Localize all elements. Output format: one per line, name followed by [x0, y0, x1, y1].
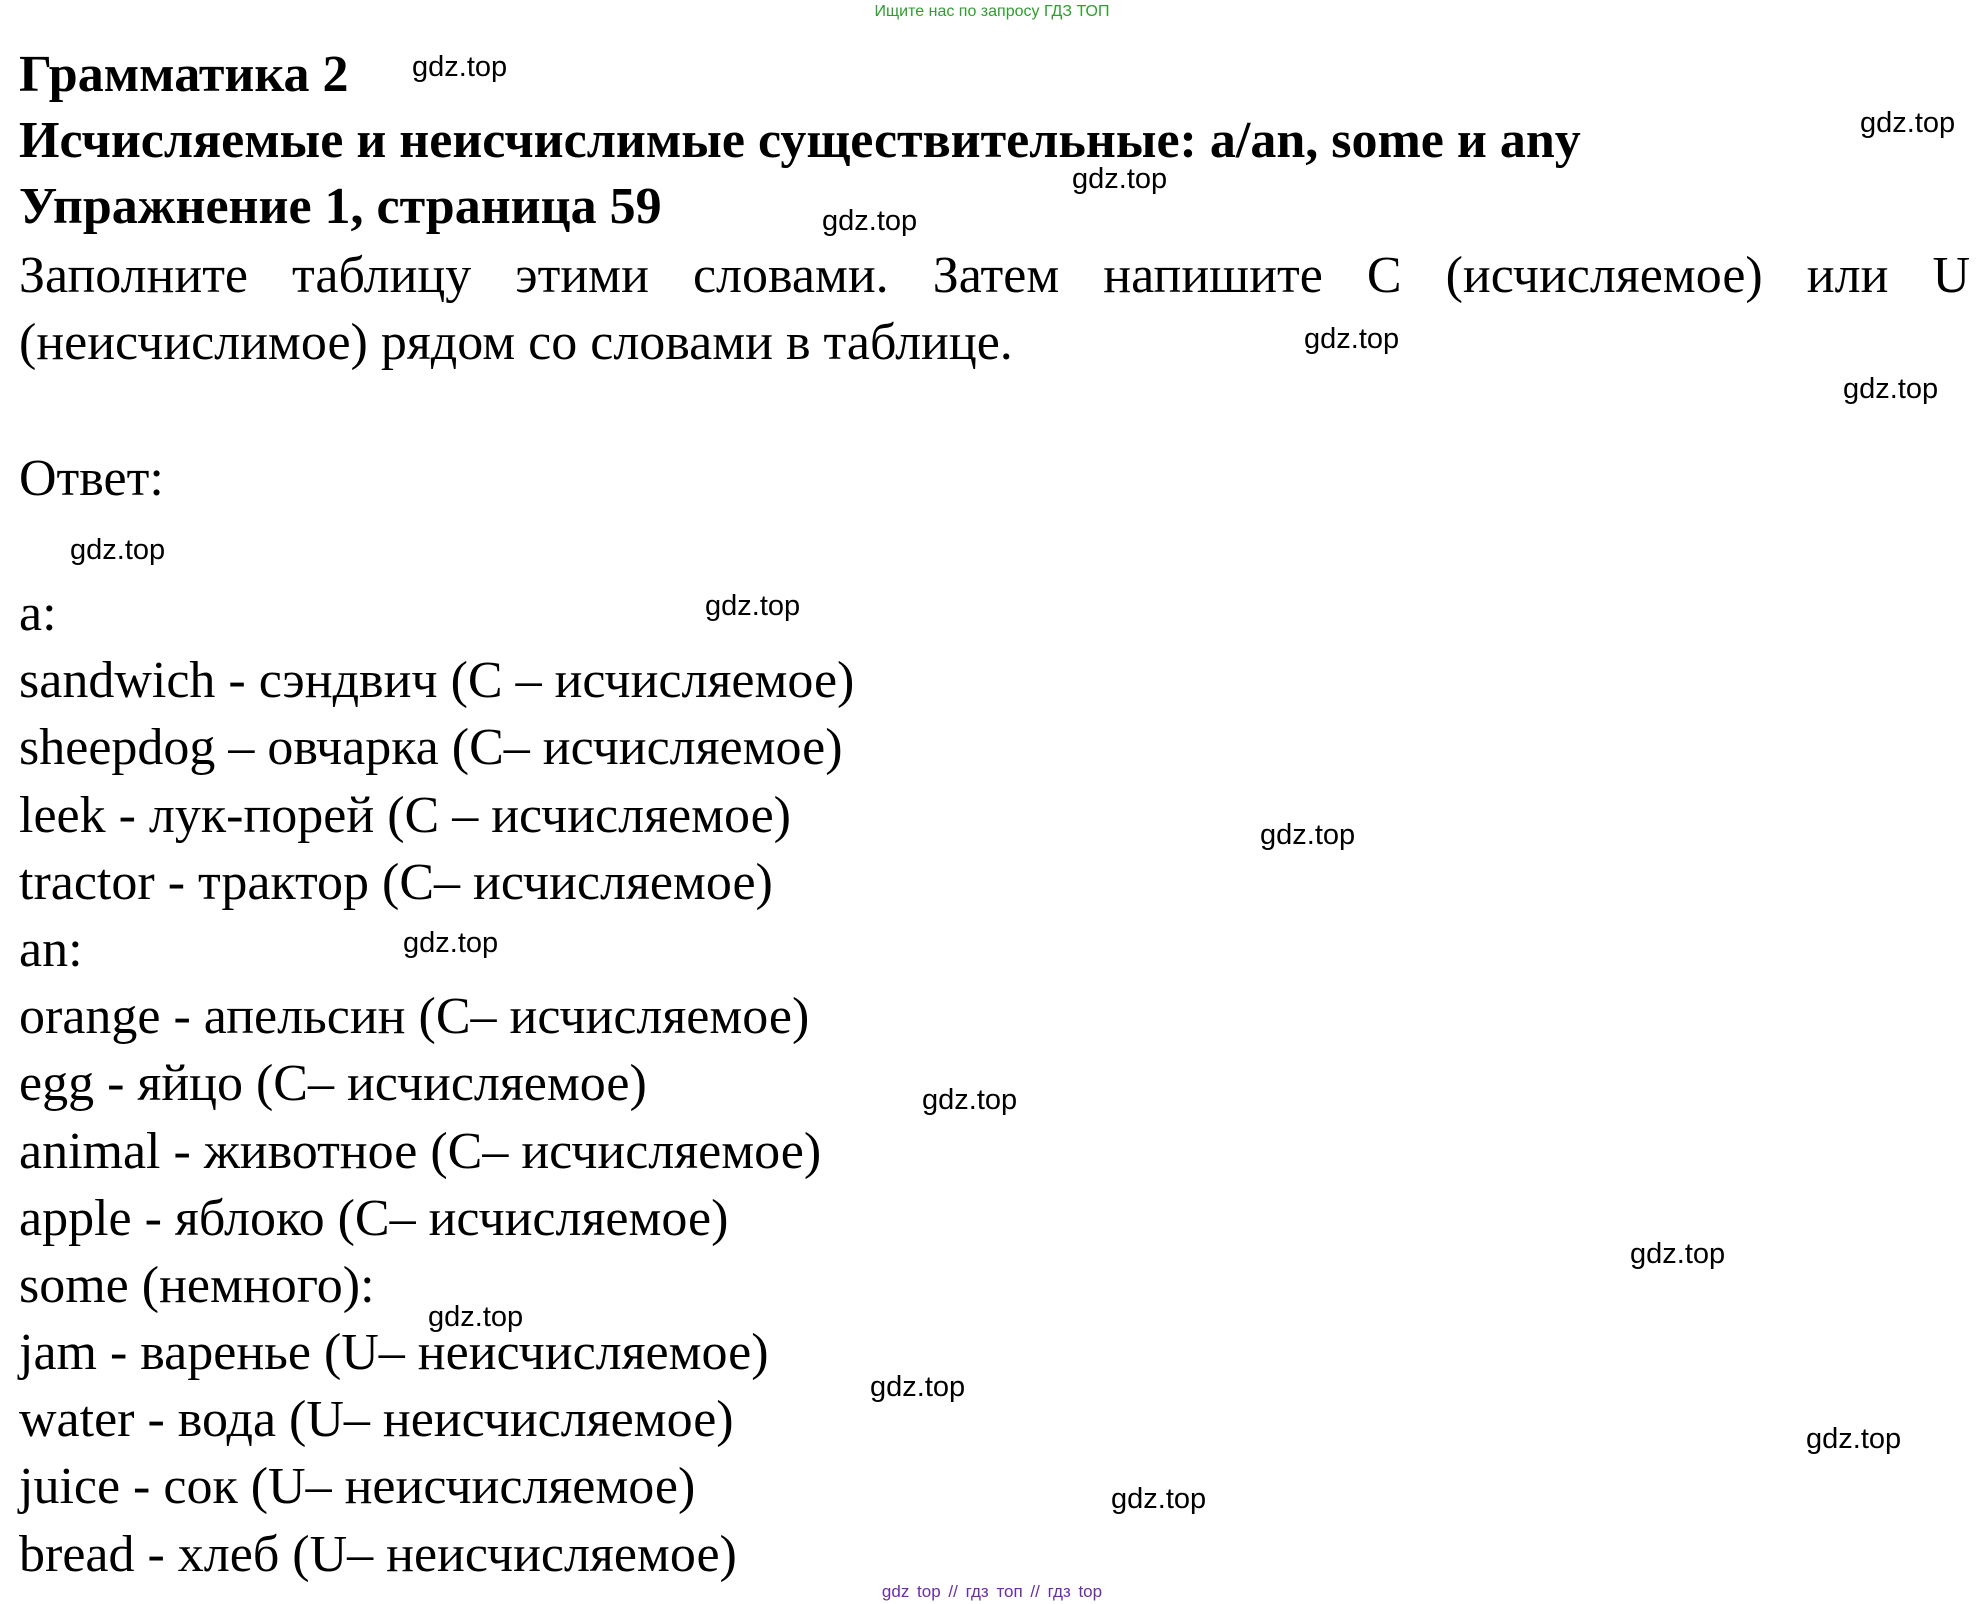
exercise-title: Упражнение 1, страница 59: [19, 178, 662, 235]
answer-line: an:: [19, 920, 83, 978]
answer-line: tractor - трактор (C– исчисляемое): [19, 853, 773, 911]
answer-line: a:: [19, 585, 57, 642]
watermark: gdz.top: [412, 51, 508, 83]
answer-line: juice - сок (U– неисчисляемое): [19, 1458, 696, 1516]
watermark: gdz.top: [428, 1301, 524, 1333]
answer-line: apple - яблоко (C– исчисляемое): [19, 1189, 729, 1247]
grammar-section-title: Грамматика 2: [19, 46, 349, 103]
watermark: gdz.top: [705, 590, 801, 622]
answer-line: jam - варенье (U– неисчисляемое): [19, 1324, 769, 1382]
answer-line: water - вода (U– неисчисляемое): [19, 1391, 734, 1449]
answer-line: some (немного):: [19, 1256, 375, 1314]
watermark: gdz.top: [822, 205, 918, 237]
watermark: gdz.top: [1630, 1238, 1726, 1270]
exercise-instruction: Заполните таблицу этими словами. Затем напишите С (исчисляемое) или U (неисчислимое) рядом со словами в таблице.: [19, 247, 1970, 371]
watermark: gdz.top: [1806, 1423, 1902, 1455]
answer-line: animal - животное (C– исчисляемое): [19, 1122, 822, 1180]
topic-title: Исчисляемые и неисчислимые существительные: a/an, some и any: [19, 112, 1581, 169]
answer-line: sheepdog – овчарка (C– исчисляемое): [19, 719, 843, 777]
answer-line: bread - хлеб (U– неисчисляемое): [19, 1525, 737, 1583]
watermark: gdz.top: [1260, 819, 1356, 851]
answer-list: [19, 580, 854, 1588]
watermark: gdz.top: [870, 1371, 966, 1403]
answer-label: Ответ:: [19, 450, 164, 507]
promo-banner-bottom: gdz top // гдз топ // гдз top: [881, 1582, 1103, 1601]
watermark: gdz.top: [1304, 323, 1400, 355]
watermark: gdz.top: [403, 927, 499, 959]
answer-line: leek - лук-порей (C – исчисляемое): [19, 786, 792, 844]
watermark: gdz.top: [1072, 163, 1168, 195]
answer-line: egg - яйцо (C– исчисляемое): [19, 1055, 647, 1113]
promo-banner-top: Ищите нас по запросу ГДЗ ТОП: [874, 3, 1110, 20]
watermark: gdz.top: [70, 534, 166, 566]
watermark: gdz.top: [1860, 107, 1956, 139]
answer-line: sandwich - сэндвич (C – исчисляемое): [19, 652, 855, 710]
watermark: gdz.top: [1843, 373, 1939, 405]
answer-line: orange - апельсин (C– исчисляемое): [19, 988, 810, 1046]
watermark: gdz.top: [922, 1084, 1018, 1116]
watermark: gdz.top: [1111, 1483, 1207, 1515]
